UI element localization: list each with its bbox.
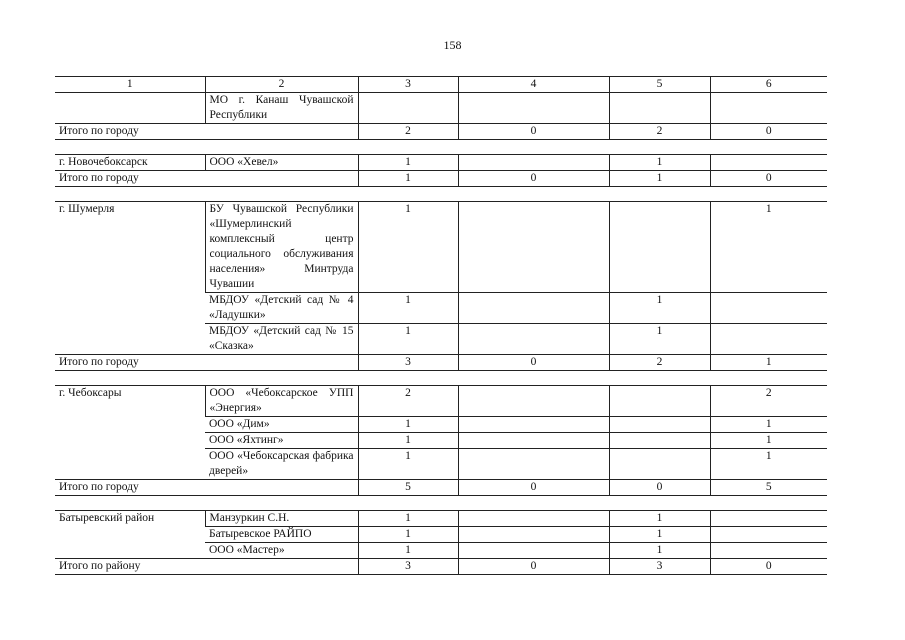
location-cell <box>55 93 205 124</box>
table-row <box>55 155 827 171</box>
value-cell <box>710 324 827 355</box>
value-cell: 5 <box>358 480 458 496</box>
value-cell: 1 <box>358 202 458 293</box>
total-row <box>55 480 827 496</box>
value-cell <box>458 433 609 449</box>
value-cell: 0 <box>710 124 827 140</box>
value-cell <box>710 293 827 324</box>
col-4: 4 <box>458 77 609 93</box>
organization-cell: Батыревское РАЙПО <box>209 528 312 540</box>
value-cell: 1 <box>358 543 458 559</box>
value-cell: 0 <box>458 480 609 496</box>
value-cell <box>458 155 609 171</box>
value-cell: 1 <box>358 155 458 171</box>
value-cell: 2 <box>358 386 458 417</box>
value-cell <box>458 93 609 124</box>
value-cell: 1 <box>710 449 827 480</box>
value-cell <box>609 93 710 124</box>
location-cell: Батыревский район <box>59 512 155 524</box>
value-cell: 3 <box>358 355 458 371</box>
value-cell <box>710 155 827 171</box>
value-cell: 1 <box>710 202 827 293</box>
value-cell: 1 <box>358 293 458 324</box>
value-cell: 1 <box>710 433 827 449</box>
value-cell <box>458 417 609 433</box>
organization-cell: ООО «Хевел» <box>205 155 358 171</box>
value-cell <box>458 202 609 293</box>
value-cell: 2 <box>609 355 710 371</box>
total-label: Итого по району <box>59 560 141 572</box>
location-cell: г. Шумерля <box>59 203 115 215</box>
organization-cell: ООО «Мастер» <box>209 544 285 556</box>
report-table <box>55 76 827 575</box>
value-cell <box>458 449 609 480</box>
value-cell <box>710 93 827 124</box>
value-cell <box>458 386 609 417</box>
section-spacer <box>55 140 827 155</box>
value-cell: 1 <box>609 511 710 527</box>
value-cell <box>609 417 710 433</box>
col-3: 3 <box>358 77 458 93</box>
value-cell <box>458 543 609 559</box>
value-cell <box>710 527 827 543</box>
value-cell: 1 <box>710 355 827 371</box>
value-cell: 1 <box>358 511 458 527</box>
value-cell: 1 <box>609 527 710 543</box>
value-cell <box>458 527 609 543</box>
column-number-row <box>55 77 827 93</box>
value-cell <box>458 324 609 355</box>
organization-cell: Манзуркин С.Н. <box>205 511 358 527</box>
value-cell: 1 <box>609 171 710 187</box>
total-row <box>55 355 827 371</box>
value-cell: 1 <box>358 449 458 480</box>
value-cell: 0 <box>458 124 609 140</box>
organization-cell: МО г. Канаш Чувашской Республики <box>205 93 358 124</box>
value-cell <box>609 433 710 449</box>
page-number: 158 <box>443 38 462 52</box>
total-label: Итого по городу <box>59 356 139 368</box>
value-cell <box>609 386 710 417</box>
value-cell: 1 <box>358 171 458 187</box>
value-cell: 2 <box>710 386 827 417</box>
value-cell: 0 <box>458 171 609 187</box>
value-cell <box>358 93 458 124</box>
total-label: Итого по городу <box>59 125 139 137</box>
section-spacer <box>55 496 827 511</box>
value-cell: 5 <box>710 480 827 496</box>
organization-cell: МБДОУ «Детский сад № 4 «Ладушки» <box>209 294 354 321</box>
table-row <box>55 93 827 124</box>
total-row <box>55 124 827 140</box>
organization-cell: МБДОУ «Детский сад № 15 «Сказка» <box>209 325 354 352</box>
value-cell: 1 <box>609 324 710 355</box>
value-cell: 0 <box>710 559 827 575</box>
value-cell: 1 <box>710 417 827 433</box>
col-5: 5 <box>609 77 710 93</box>
section-spacer <box>55 371 827 386</box>
value-cell: 3 <box>358 559 458 575</box>
location-cell: г. Чебоксары <box>59 387 122 399</box>
total-label: Итого по городу <box>59 172 139 184</box>
value-cell <box>710 511 827 527</box>
value-cell: 1 <box>358 527 458 543</box>
col-1: 1 <box>126 78 133 90</box>
organization-cell: ООО «Яхтинг» <box>209 434 284 446</box>
value-cell <box>609 449 710 480</box>
organization-cell: ООО «Чебоксарская фабрика дверей» <box>209 450 354 477</box>
organization-cell: ООО «Чебоксарское УПП «Энергия» <box>205 386 358 417</box>
organization-cell: БУ Чувашской Республики «Шумерлинский комплексный центр социального обслуживания населения» Минтруда Чувашии <box>205 202 358 293</box>
value-cell: 1 <box>609 155 710 171</box>
location-cell: г. Новочебоксарск <box>59 156 148 168</box>
value-cell: 0 <box>710 171 827 187</box>
value-cell: 1 <box>609 543 710 559</box>
value-cell: 2 <box>609 124 710 140</box>
value-cell: 3 <box>609 559 710 575</box>
value-cell: 2 <box>358 124 458 140</box>
value-cell: 1 <box>358 324 458 355</box>
col-6: 6 <box>710 77 827 93</box>
value-cell <box>609 202 710 293</box>
value-cell: 1 <box>609 293 710 324</box>
total-label: Итого по городу <box>59 481 139 493</box>
section-spacer <box>55 187 827 202</box>
value-cell: 1 <box>358 433 458 449</box>
total-row <box>55 559 827 575</box>
value-cell: 0 <box>458 355 609 371</box>
value-cell: 1 <box>358 417 458 433</box>
table-row <box>55 386 827 417</box>
value-cell <box>458 293 609 324</box>
value-cell <box>458 511 609 527</box>
total-row <box>55 171 827 187</box>
value-cell <box>710 543 827 559</box>
organization-cell: ООО «Дим» <box>209 418 270 430</box>
value-cell: 0 <box>609 480 710 496</box>
table-row <box>55 202 827 293</box>
col-2: 2 <box>205 77 358 93</box>
table-row <box>55 511 827 527</box>
value-cell: 0 <box>458 559 609 575</box>
